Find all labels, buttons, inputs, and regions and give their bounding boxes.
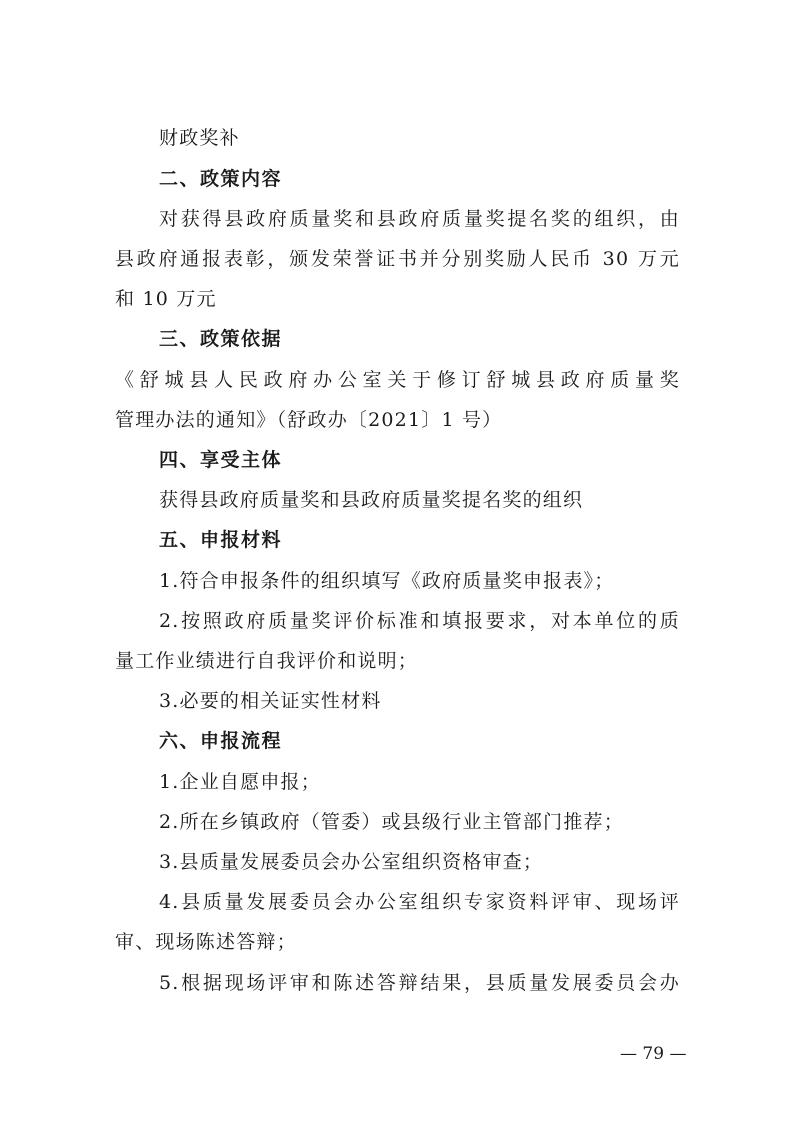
text-line: 1.企业自愿申报；	[159, 771, 321, 793]
section-heading: 五、申报材料	[159, 529, 283, 551]
text-line: 2.按照政府质量奖评价标准和填报要求，对本单位的质	[159, 610, 680, 632]
text-line: 县政府通报表彰，颁发荣誉证书并分别奖励人民币 30 万元	[115, 248, 680, 270]
text-line: 财政奖补	[159, 127, 240, 149]
section-heading: 三、政策依据	[159, 328, 283, 350]
text-line: 5.根据现场评审和陈述答辩结果，县质量发展委员会办	[159, 972, 680, 994]
text-line: 2.所在乡镇政府（管委）或县级行业主管部门推荐；	[159, 811, 624, 833]
page-number: — 79 —	[620, 1044, 687, 1064]
text-line: 4.县质量发展委员会办公室组织专家资料评审、现场评	[159, 891, 680, 913]
text-line: 1.符合申报条件的组织填写《政府质量奖申报表》；	[159, 570, 615, 592]
text-line: 量工作业绩进行自我评价和说明；	[115, 650, 419, 672]
section-heading: 六、申报流程	[159, 730, 283, 752]
text-line: 管理办法的通知》（舒政办〔2021〕1 号）	[115, 409, 503, 431]
text-line: 对获得县政府质量奖和县政府质量奖提名奖的组织，由	[159, 208, 680, 230]
section-heading: 四、享受主体	[159, 449, 283, 471]
text-line: 和 10 万元	[115, 288, 217, 310]
text-line: 《舒城县人民政府办公室关于修订舒城县政府质量奖	[115, 369, 680, 391]
text-line: 3.县质量发展委员会办公室组织资格审查；	[159, 851, 544, 873]
text-line: 获得县政府质量奖和县政府质量奖提名奖的组织	[159, 489, 584, 511]
section-heading: 二、政策内容	[159, 168, 283, 190]
text-line: 审、现场陈述答辩；	[115, 931, 297, 953]
text-line: 3.必要的相关证实性材料	[159, 690, 382, 712]
